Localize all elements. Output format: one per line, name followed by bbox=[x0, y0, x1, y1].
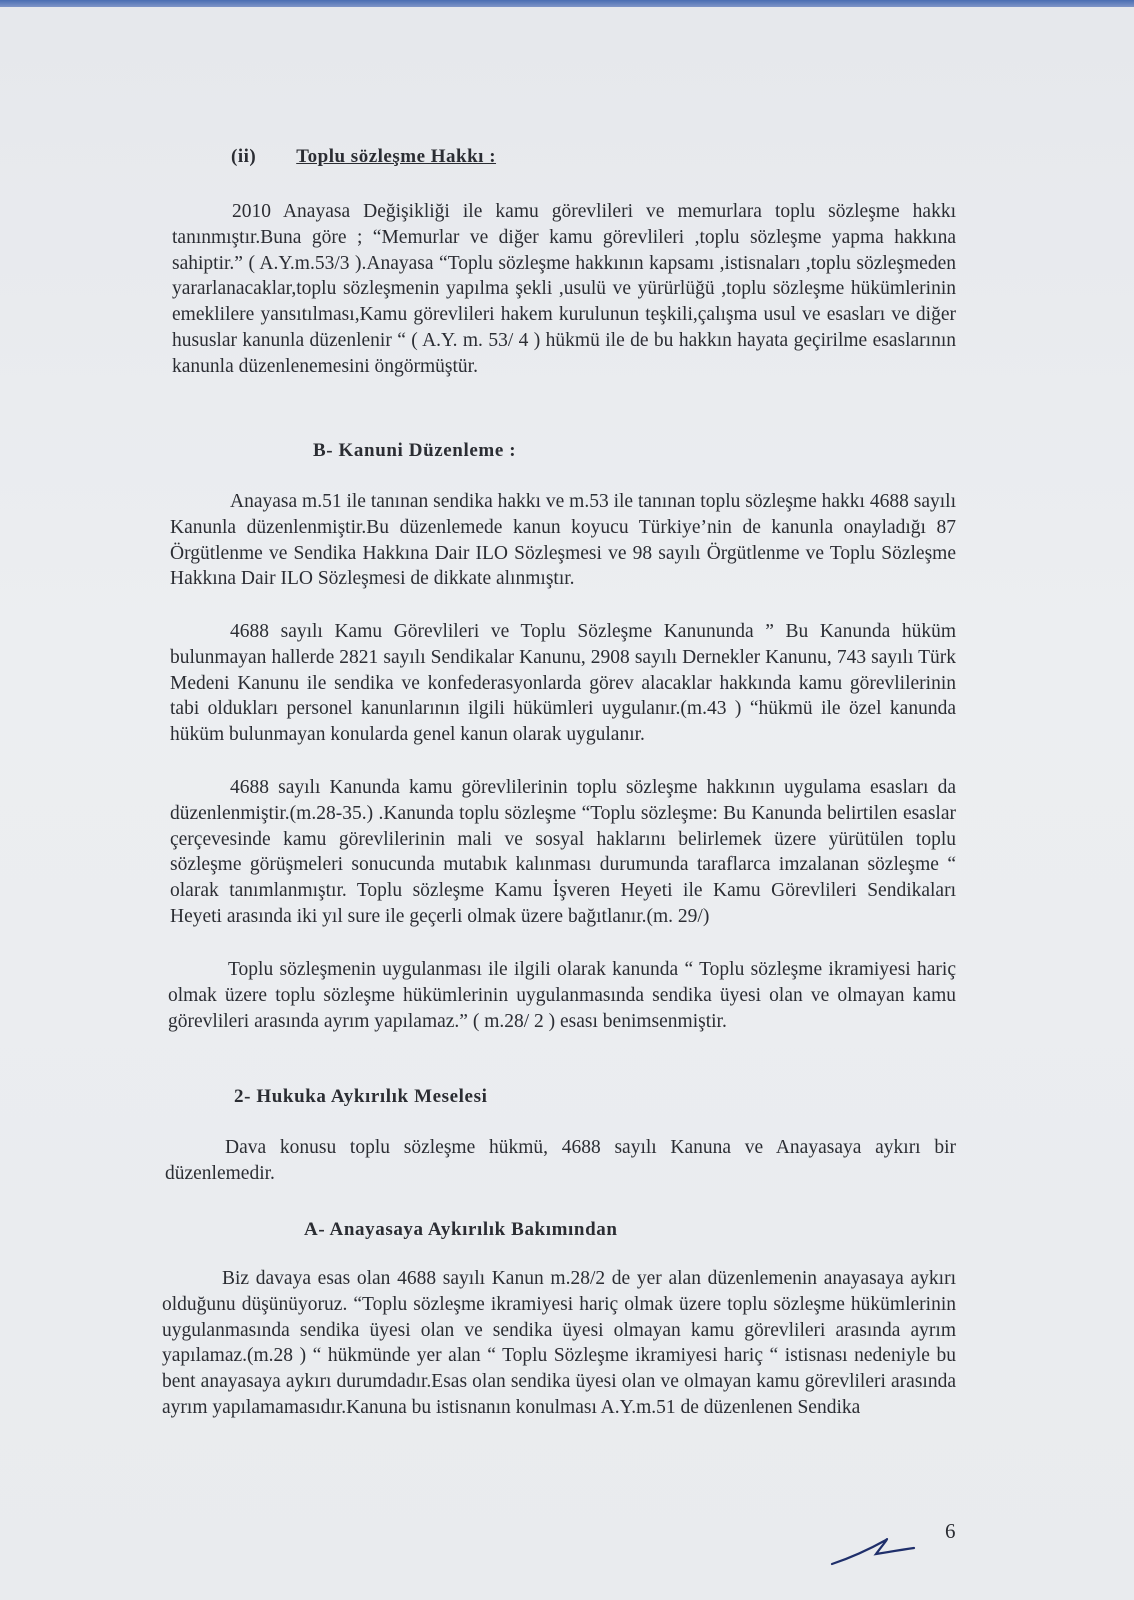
paragraph-5: Toplu sözleşmenin uygulanması ile ilgili olarak kanunda “ Toplu sözleşme ikramiyesi hariç olmak üzere toplu sözleşme hükümlerinin uygulanmasında sendika üyesi olan ve olmayan kamu görevlileri arasında ayrım yapılamaz.” ( m.28/ 2 ) esası benimsenmiştir. bbox=[168, 959, 956, 1032]
paragraph-1: 2010 Anayasa Değişikliği ile kamu görevlileri ve memurlara toplu sözleşme hakkı tanınmıştır.Buna göre ; “Memurlar ve diğer kamu görevlileri ,toplu sözleşme yapma hakkına sahiptir.” ( A.Y.m.53/3 ).Anayasa “Toplu sözleşme hakkının kapsamı ,istisnaları ,toplu sözleşmeden yararlanacaklar,toplu sözleşmenin yapılma şekli ,usulü ve yürürlüğü ,toplu sözleşme hükümlerinin emeklilere yansıtılması,Kamu görevlileri hakem kurulunun teşkili,çalışma usul ve esasları ve diğer hususlar kanunla düzenlenir “ ( A.Y. m. 53/ 4 ) hükmü ile de bu hakkın hayata geçirilme esaslarının kanunla düzenlenemesini öngörmüştür. bbox=[172, 201, 956, 377]
section-ii-title: Toplu sözleşme Hakkı : bbox=[296, 146, 497, 167]
paragraph-7: Biz davaya esas olan 4688 sayılı Kanun m.28/2 de yer alan düzenlemenin anayasaya aykırı olduğunu düşünüyoruz. “Toplu sözleşme ikramiyesi hariç olmak üzere toplu sözleşme hükümlerinin uygulanmasında sendika üyesi olan ve sendika üyesi olmayan kamu görevlileri arasında ayrım yapılamaz.(m.28 ) “ hükmünde yer alan “ Toplu Sözleşme ikramiyesi hariç “ istisnası nedeniyle bu bent anayasaya aykırı durumdadır.Esas olan sendika üyesi olan ve olmayan kamu görevlileri arasında ayrım yapılamamasıdır.Kanuna bu istisnanın konulması A.Y.m.51 de düzenlenen Sendika bbox=[162, 1268, 956, 1418]
paragraph-6: Dava konusu toplu sözleşme hükmü, 4688 sayılı Kanuna ve Anayasaya aykırı bir düzenlemedir. bbox=[165, 1137, 956, 1184]
paragraph-4: 4688 sayılı Kanunda kamu görevlilerinin toplu sözleşme hakkının uygulama esasları da düzenlenmiştir.(m.28-35.) .Kanunda toplu sözleşme “Toplu sözleşme: Bu Kanunda belirtilen esaslar çerçevesinde kamu görevlilerinin mali ve sosyal haklarını belirlemek üzere yürütülen toplu sözleşme görüşmeleri sonucunda mutabık kalınması durumunda taraflarca imzalanan sözleşme “ olarak tanımlanmıştır. Toplu sözleşme Kamu İşveren Heyeti ile Kamu Görevlileri Sendikaları Heyeti arasında iki yıl sure ile geçerli olmak üzere bağıtlanır.(m. 29/) bbox=[170, 777, 956, 927]
paragraph-3: 4688 sayılı Kamu Görevlileri ve Toplu Sözleşme Kanununda ” Bu Kanunda hüküm bulunmayan hallerde 2821 sayılı Sendikalar Kanunu, 2908 sayılı Dernekler Kanunu, 743 sayılı Türk Medeni Kanunu ile sendika ve konfederasyonlarda görev alacaklar hakkında kamu görevlilerinin tabi oldukları personel kanunlarının ilgili hükümleri uygulanır.(m.43 ) “hükmü ile özel kanunda hüküm bulunmayan konularda genel kanun olarak uygulanır. bbox=[170, 621, 956, 746]
paragraph-2: Anayasa m.51 ile tanınan sendika hakkı ve m.53 ile tanınan toplu sözleşme hakkı 4688 sayılı Kanunla düzenlenmiştir.Bu düzenlemede kanun koyucu Türkiye’nin de kanunla onayladığı 87 Örgütlenme ve Sendika Hakkına Dair ILO Sözleşmesi ve 98 sayılı Örgütlenme ve Toplu Sözleşme Hakkına Dair ILO Sözleşmesi de dikkate alınmıştır. bbox=[170, 491, 956, 590]
page-number: 6 bbox=[945, 1519, 956, 1543]
top-edge-bar bbox=[0, 0, 1134, 7]
section-ii-heading bbox=[231, 146, 496, 168]
section-2-heading: 2- Hukuka Aykırılık Meselesi bbox=[234, 1086, 488, 1107]
section-b-heading: B- Kanuni Düzenleme : bbox=[313, 440, 517, 461]
section-a-heading: A- Anayasaya Aykırılık Bakımından bbox=[304, 1219, 618, 1240]
section-ii-number: (ii) bbox=[231, 146, 257, 167]
signature-mark bbox=[828, 1520, 928, 1570]
